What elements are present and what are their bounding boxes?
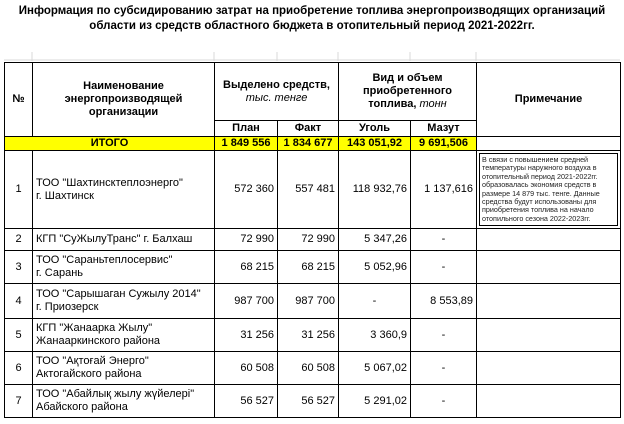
row-num: 5 — [5, 319, 33, 352]
row-name-line2: Абайского района — [36, 401, 128, 414]
row-note — [477, 284, 621, 319]
subsidy-table — [4, 62, 621, 418]
row-plan: 72 990 — [215, 229, 278, 251]
header-fuel-unit: тонн — [419, 98, 447, 110]
row-name — [33, 385, 215, 418]
row-fact: 68 215 — [278, 251, 339, 284]
header-coal: Уголь — [339, 121, 411, 137]
row-name — [33, 151, 215, 229]
row-name — [33, 251, 215, 284]
table-row — [5, 151, 621, 229]
header-fuel-label: Вид и объем приобретенного топлива, — [363, 72, 452, 110]
total-fact: 1 834 677 — [278, 137, 339, 151]
row-fuel-oil: 8 553,89 — [411, 284, 477, 319]
row-num: 2 — [5, 229, 33, 251]
row-plan: 572 360 — [215, 151, 278, 229]
row-fuel-oil: - — [411, 352, 477, 385]
row-name-line2: г. Приозерск — [36, 301, 99, 314]
header-allocated — [215, 63, 339, 121]
total-row — [5, 137, 621, 151]
row-name-line2: г. Сарань — [36, 267, 84, 280]
row-fuel-oil: - — [411, 319, 477, 352]
row-fuel-oil: 1 137,616 — [411, 151, 477, 229]
row-fuel-oil: - — [411, 385, 477, 418]
row-name-line1: ТОО "Сараньтеплосервис" — [36, 254, 173, 267]
row-name-line1: ТОО "Шахтинсктеплоэнерго" — [36, 176, 183, 189]
row-num: 7 — [5, 385, 33, 418]
row-name — [33, 229, 215, 251]
row-note — [477, 385, 621, 418]
empty-spreadsheet-row — [0, 52, 624, 61]
row-num: 4 — [5, 284, 33, 319]
row-coal: - — [339, 284, 411, 319]
header-note: Примечание — [477, 63, 621, 137]
table-row — [5, 352, 621, 385]
table-row — [5, 229, 621, 251]
subsidy-table-container — [4, 62, 621, 418]
row-plan: 987 700 — [215, 284, 278, 319]
row-fact: 60 508 — [278, 352, 339, 385]
row-fact: 557 481 — [278, 151, 339, 229]
row-fuel-oil: - — [411, 251, 477, 284]
total-label: ИТОГО — [5, 137, 215, 151]
row-name — [33, 284, 215, 319]
page-title: Информация по субсидированию затрат на приобретение топлива энергопроизводящих организаций области из средств областного бюджета в отопительный период 2021-2022гг. — [18, 5, 606, 32]
total-fuel-oil: 9 691,506 — [411, 137, 477, 151]
row-note — [477, 229, 621, 251]
header-fuel — [339, 63, 477, 121]
table-row — [5, 284, 621, 319]
row-name-line2: Актогайского района — [36, 368, 142, 381]
row-num: 3 — [5, 251, 33, 284]
row-plan: 56 527 — [215, 385, 278, 418]
row-fact: 31 256 — [278, 319, 339, 352]
row-num: 6 — [5, 352, 33, 385]
row-fuel-oil: - — [411, 229, 477, 251]
row-coal: 5 291,02 — [339, 385, 411, 418]
header-row — [5, 63, 621, 121]
table-row — [5, 385, 621, 418]
row-plan: 60 508 — [215, 352, 278, 385]
row-note — [477, 319, 621, 352]
row-name — [33, 319, 215, 352]
row-num: 1 — [5, 151, 33, 229]
header-num: № — [5, 63, 33, 137]
row-name-line1: КГП "СуЖылуТранс" г. Балхаш — [36, 233, 193, 246]
row-note — [477, 151, 621, 229]
row-coal: 3 360,9 — [339, 319, 411, 352]
header-allocated-unit: тыс. тенге — [245, 91, 308, 104]
row-name-line1: ТОО "Сарышаган Сужылу 2014" — [36, 288, 201, 301]
row-coal: 118 932,76 — [339, 151, 411, 229]
row-fact: 987 700 — [278, 284, 339, 319]
table-row — [5, 319, 621, 352]
total-note — [477, 137, 621, 151]
row-coal: 5 347,26 — [339, 229, 411, 251]
header-fact: Факт — [278, 121, 339, 137]
table-row — [5, 251, 621, 284]
row-name-line1: КГП "Жанаарка Жылу" — [36, 322, 153, 335]
total-plan: 1 849 556 — [215, 137, 278, 151]
header-plan: План — [215, 121, 278, 137]
header-allocated-label: Выделено средств, — [223, 78, 330, 91]
total-coal: 143 051,92 — [339, 137, 411, 151]
row-plan: 31 256 — [215, 319, 278, 352]
row-coal: 5 067,02 — [339, 352, 411, 385]
row-note — [477, 251, 621, 284]
note-textbox: В связи с повышением средней температуры наружного воздуха в отопительный период 2021-2022гг. образовалась экономия средств в размере 14 879 тыс. тенге. Данные средства будут использованы для приобретения топлива на начало отопильного сезона 2022-2023гг. — [479, 153, 618, 226]
row-name-line2: г. Шахтинск — [36, 189, 94, 202]
row-fact: 56 527 — [278, 385, 339, 418]
row-plan: 68 215 — [215, 251, 278, 284]
row-note — [477, 352, 621, 385]
header-name: Наименование энергопроизводящей организации — [33, 63, 215, 137]
row-name-line2: Жанааркинского района — [36, 335, 161, 348]
row-fact: 72 990 — [278, 229, 339, 251]
row-coal: 5 052,96 — [339, 251, 411, 284]
row-name — [33, 352, 215, 385]
row-name-line1: ТОО "Ақтоғай Энерго" — [36, 355, 149, 368]
row-name-line1: ТОО "Абайлық жылу жүйелері" — [36, 388, 195, 401]
header-fuel-oil: Мазут — [411, 121, 477, 137]
